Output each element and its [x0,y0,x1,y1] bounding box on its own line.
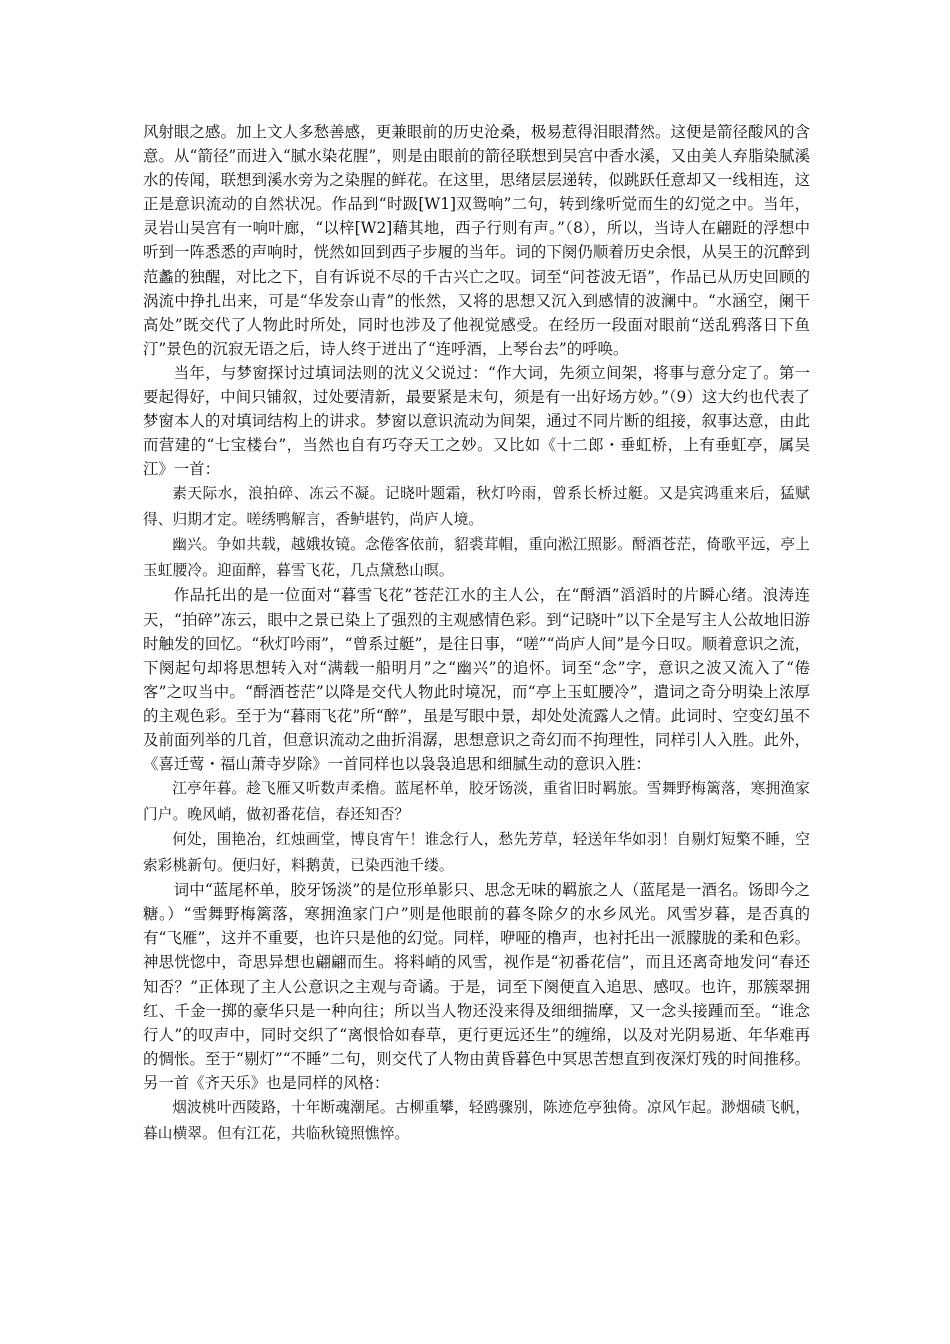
poem-qitianle-stanza-1: 烟波桃叶西陵路，十年断魂潮尾。古柳重攀，轻鸥骤别，陈迹危亭独倚。凉风乍起。渺烟碛飞帆，暮山横翠。但有江花，共临秋镜照憔悴。 [143,1099,810,1142]
poem-xiqianying-stanza-1: 江亭年暮。趁飞雁又听数声柔橹。蓝尾杯单，胶牙饧淡，重省旧时羁旅。雪舞野梅篱落，寒拥渔家门户。晚风峭，做初番花信，春还知否？ [143,780,810,823]
poem-xiqianying-stanza-2: 何处，围艳冶，红烛画堂，博良宵午！谁念行人，愁先芳草，轻送年华如羽！自剔灯短檠不睡，空索彩桃新句。便归好，料鹅黄，已染西池千缕。 [143,831,810,874]
document-page [143,120,810,1146]
paragraph-continued: 风射眼之感。加上文人多愁善感，更兼眼前的历史沧桑，极易惹得泪眼潸然。这便是箭径酸风的含意。从“箭径”而进入“腻水染花腥”，则是由眼前的箭径联想到吴宫中香水溪，又由美人弃脂染腻溪水的传闻，联想到溪水旁为之染腥的鲜花。在这里，思绪层层递转，似跳跃任意却又一线相连，这正是意识流动的自然状况。作品到“时趿[W1]双鸳响”二句，转到缘听觉而生的幻觉之中。当年，灵岩山吴宫有一响叶廊，“以梓[W2]藉其地，西子行则有声。”（8），所以，当诗人在翩跹的浮想中听到一阵悉悉的声响时，恍然如回到西子步履的当年。词的下阕仍顺着历史余恨，从吴王的沉醉到范蠡的独醒，对比之下，自有诉说不尽的千古兴亡之叹。词至“问苍波无语”，作品已从历史回顾的涡流中挣扎出来，可是“华发奈山青”的怅然，又将的思想又沉入到感情的波澜中。“水涵空，阑干高处”既交代了人物此时所处，同时也涉及了他视觉感受。在经历一段面对眼前“送乱鸦落日下鱼汀”景色的沉寂无语之后，诗人终于迸出了“连呼酒，上琴台去”的呼唤。 [143,123,810,358]
paragraph-xiqianying-analysis: 词中“蓝尾杯单，胶牙饧淡”的是位形单影只、思念无味的羁旅之人（蓝尾是一酒名。饧即今之糖。）“雪舞野梅篱落，寒拥渔家门户”则是他眼前的暮冬除夕的水乡风光。风雪岁暮，是否真的有“飞雁”，这并不重要，也许只是他的幻觉。同样，咿哑的橹声，也衬托出一派朦胧的柔和色彩。神思恍惚中，奇思异想也翩翩而生。将料峭的风雪，视作是“初番花信”，而且还离奇地发问“春还知否？”正体现了主人公意识之主观与奇谲。于是，词至下阕便直入追思、感叹。也许，那簇翠拥红、千金一掷的豪华只是一种向往；所以当人物还没来得及细细揣摩，又一念头接踵而至。“谁念行人”的叹声中，同时交织了“离恨恰如春草，更行更远还生”的缠绵，以及对光阴易逝、年华难再的惆怅。至于“剔灯”“不睡”二句，则交代了人物由黄昏暮色中冥思苦想直到夜深灯残的时间推移。另一首《齐天乐》也是同样的风格： [143,881,810,1092]
paragraph-shen-yifu-quote: 当年，与梦窗探讨过填词法则的沈义父说过：“作大词，先须立间架，将事与意分定了。第一要起得好，中间只铺叙，过处要清新，最要紧是末句，须是有一出好场方妙。”（9）这大约也代表了梦窗本人的对填词结构上的讲求。梦窗以意识流动为间架，通过不同片断的组接，叙事达意，由此而营建的“七宝楼台”，当然也自有巧夺天工之妙。又比如《十二郎・垂虹桥，上有垂虹亭，属吴江》一首： [143,363,810,479]
poem-shierlang-stanza-1: 素天际水，浪拍碎、冻云不凝。记晓叶题霜，秋灯吟雨，曾系长桥过艇。又是宾鸿重来后，猛赋得、归期才定。嗟绣鸭解言，香鲈堪钓，尚庐人境。 [143,485,810,528]
poem-shierlang-stanza-2: 幽兴。争如共载，越娥妆镜。念倦客依前，貂裘茸帽，重向淞江照影。酹酒苍茫，倚歌平远，亭上玉虹腰冷。迎面醉，暮雪飞花，几点黛愁山暝。 [143,536,810,579]
paragraph-shierlang-analysis: 作品托出的是一位面对“暮雪飞花”苍茫江水的主人公，在“酹酒”滔滔时的片瞬心绪。浪涛连天，“拍碎”冻云，眼中之景已染上了强烈的主观感情色彩。到“记晓叶”以下全是写主人公故地旧游时触发的回忆。“秋灯吟雨”，“曾系过艇”，是往日事，“嗟”“尚庐人间”是今日叹。顺着意识之流，下阕起句却将思想转入对“满载一船明月”之“幽兴”的追怀。词至“念”字，意识之波又流入了“倦客”之叹当中。“酹酒苍茫”以降是交代人物此时境况，而“亭上玉虹腰冷”，遣词之奇分明染上浓厚的主观色彩。至于为“暮雨飞花”所“醉”，虽是写眼中景，却处处流露人之情。此词时、空变幻虽不及前面列举的几首，但意识流动之曲折涓潺，思想意识之奇幻而不拘理性，同样引人入胜。此外，《喜迁莺・福山萧寺岁除》一首同样也以袅袅追思和细腻生动的意识入胜： [143,586,810,774]
